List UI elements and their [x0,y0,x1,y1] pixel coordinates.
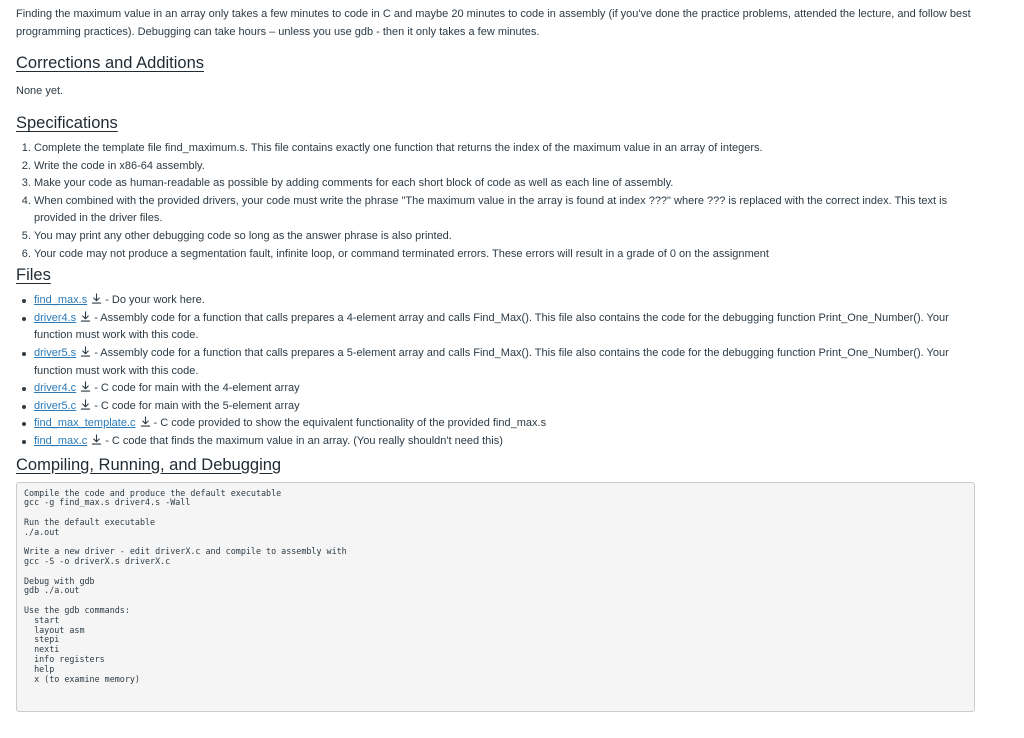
file-description: - C code for main with the 4-element array [94,382,300,395]
file-description: - C code that finds the maximum value in an array. (You really shouldn't need this) [105,434,503,447]
compiling-heading: Compiling, Running, and Debugging [16,455,282,474]
specifications-heading: Specifications [16,114,118,132]
file-link-driver5-s[interactable]: driver5.s [34,346,77,359]
spec-item: 4. When combined with the provided drivers, your code must write the phrase "The maximum value in the array is found at index ???" where ??? is replaced with the correct index. This text is provided in the driver files. [34,193,974,228]
file-item [34,292,974,310]
download-icon[interactable] [80,311,91,322]
file-description: - Assembly code for a function that calls prepares a 4-element array and calls Find_Max(). This file also contains the code for the debugging function Print_One_Number(). Your function must work with this code. [34,311,949,342]
file-description: - C code for main with the 5-element array [94,399,300,412]
file-item [34,345,974,380]
file-description: - Assembly code for a function that calls prepares a 5-element array and calls Find_Max(). This file also contains the code for the debugging function Print_One_Number(). Your function must work with this code. [34,346,949,377]
files-heading: Files [16,266,51,285]
file-link-find-max-s[interactable]: find_max.s [34,294,88,307]
spec-item: 5. You may print any other debugging code so long as the answer phrase is also printed. [34,228,974,246]
file-description: - C code provided to show the equivalent functionality of the provided find_max.s [153,417,547,430]
file-link-driver5-c[interactable]: driver5.c [34,399,77,412]
intro-paragraph: Finding the maximum value in an array only takes a few minutes to code in C and maybe 20 minutes to code in assembly (if you've done the practice problems, attended the lecture, and follow best programming practices). Debugging can take hours – unless you use gdb - then it only takes a few minutes. [16,8,971,38]
download-icon[interactable] [80,381,91,392]
corrections-text: None yet. [16,85,64,97]
file-item [34,433,974,451]
download-icon[interactable] [140,416,151,427]
spec-item: 6. Your code may not produce a segmentation fault, infinite loop, or command terminated errors. These errors will result in a grade of 0 on the assignment [34,246,974,264]
file-item [34,380,974,398]
file-link-find-max-c[interactable]: find_max.c [34,434,88,447]
download-icon[interactable] [91,434,102,445]
download-icon[interactable] [80,346,91,357]
files-list [16,292,974,450]
file-item [34,415,974,433]
file-item [34,310,974,345]
file-description: - Do your work here. [105,294,205,307]
download-icon[interactable] [91,293,102,304]
spec-item: 3. Make your code as human-readable as possible by adding comments for each short block of code as well as each line of assembly. [34,175,974,193]
spec-item: 1. Complete the template file find_maximum.s. This file contains exactly one function that returns the index of the maximum value in an array of integers. [34,140,974,158]
specifications-list [16,140,974,263]
corrections-heading: Corrections and Additions [16,54,205,72]
file-link-driver4-c[interactable]: driver4.c [34,382,77,395]
file-item [34,398,974,416]
file-link-driver4-s[interactable]: driver4.s [34,311,77,324]
file-link-find-max-template-c[interactable]: find_max_template.c [34,417,136,430]
code-block: Compile the code and produce the default executable gcc -g find_max.s driver4.s -Wall Run the default executable ./a.out Write a new driver - edit driverX.c and compile to assembly with gcc -S -o driverX.s driverX.c Debug with gdb gdb ./a.out Use the gdb commands: start layout asm stepi nexti info registers help x (to examine memory) [16,482,975,712]
spec-item: 2. Write the code in x86-64 assembly. [34,158,974,176]
download-icon[interactable] [80,399,91,410]
